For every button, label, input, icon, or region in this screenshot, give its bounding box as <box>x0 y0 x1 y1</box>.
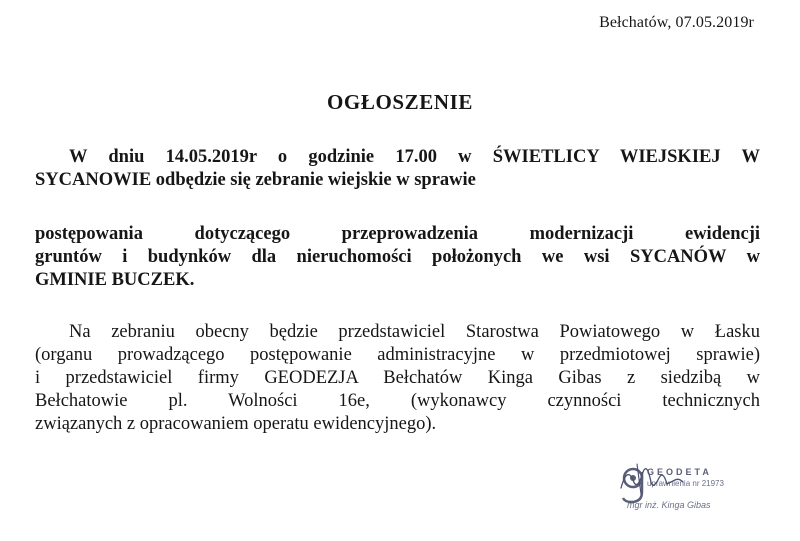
paragraph-attendees <box>35 321 760 436</box>
stamp-name: mgr inż. Kinga Gibas <box>627 500 711 510</box>
paragraph-subject <box>35 223 760 292</box>
signature-icon <box>617 458 687 498</box>
company-stamp <box>617 458 777 530</box>
paragraph-meeting-info <box>35 146 760 192</box>
paragraph-line: postępowania dotyczącego przeprowadzenia modernizacji ewidencji <box>35 224 760 244</box>
paragraph-line: związanych z opracowaniem operatu ewidencyjnego). <box>35 414 437 434</box>
paragraph-line: SYCANOWIE odbędzie się zebranie wiejskie w sprawie <box>35 170 476 190</box>
paragraph-line: Na zebraniu obecny będzie przedstawiciel Starostwa Powiatowego w Łasku <box>69 322 760 342</box>
paragraph-line: W dniu 14.05.2019r o godzinie 17.00 w ŚWIETLICY WIEJSKIEJ W <box>69 147 760 167</box>
stamp-brand: GEODETA <box>647 467 712 477</box>
paragraph-line: Bełchatowie pl. Wolności 16e, (wykonawcy czynności technicznych <box>35 391 760 411</box>
place-date: Bełchatów, 07.05.2019r <box>599 14 754 31</box>
stamp-license: uprawnienia nr 21973 <box>647 479 724 488</box>
paragraph-line: gruntów i budynków dla nieruchomości położonych we wsi SYCANÓW w <box>35 247 760 267</box>
paragraph-line: (organu prowadzącego postępowanie administracyjne w przedmiotowej sprawie) <box>35 345 760 365</box>
page-title: OGŁOSZENIE <box>326 90 474 114</box>
paragraph-line: i przedstawiciel firmy GEODEZJA Bełchatów Kinga Gibas z siedzibą w <box>35 368 760 388</box>
paragraph-line: GMINIE BUCZEK. <box>35 270 195 290</box>
